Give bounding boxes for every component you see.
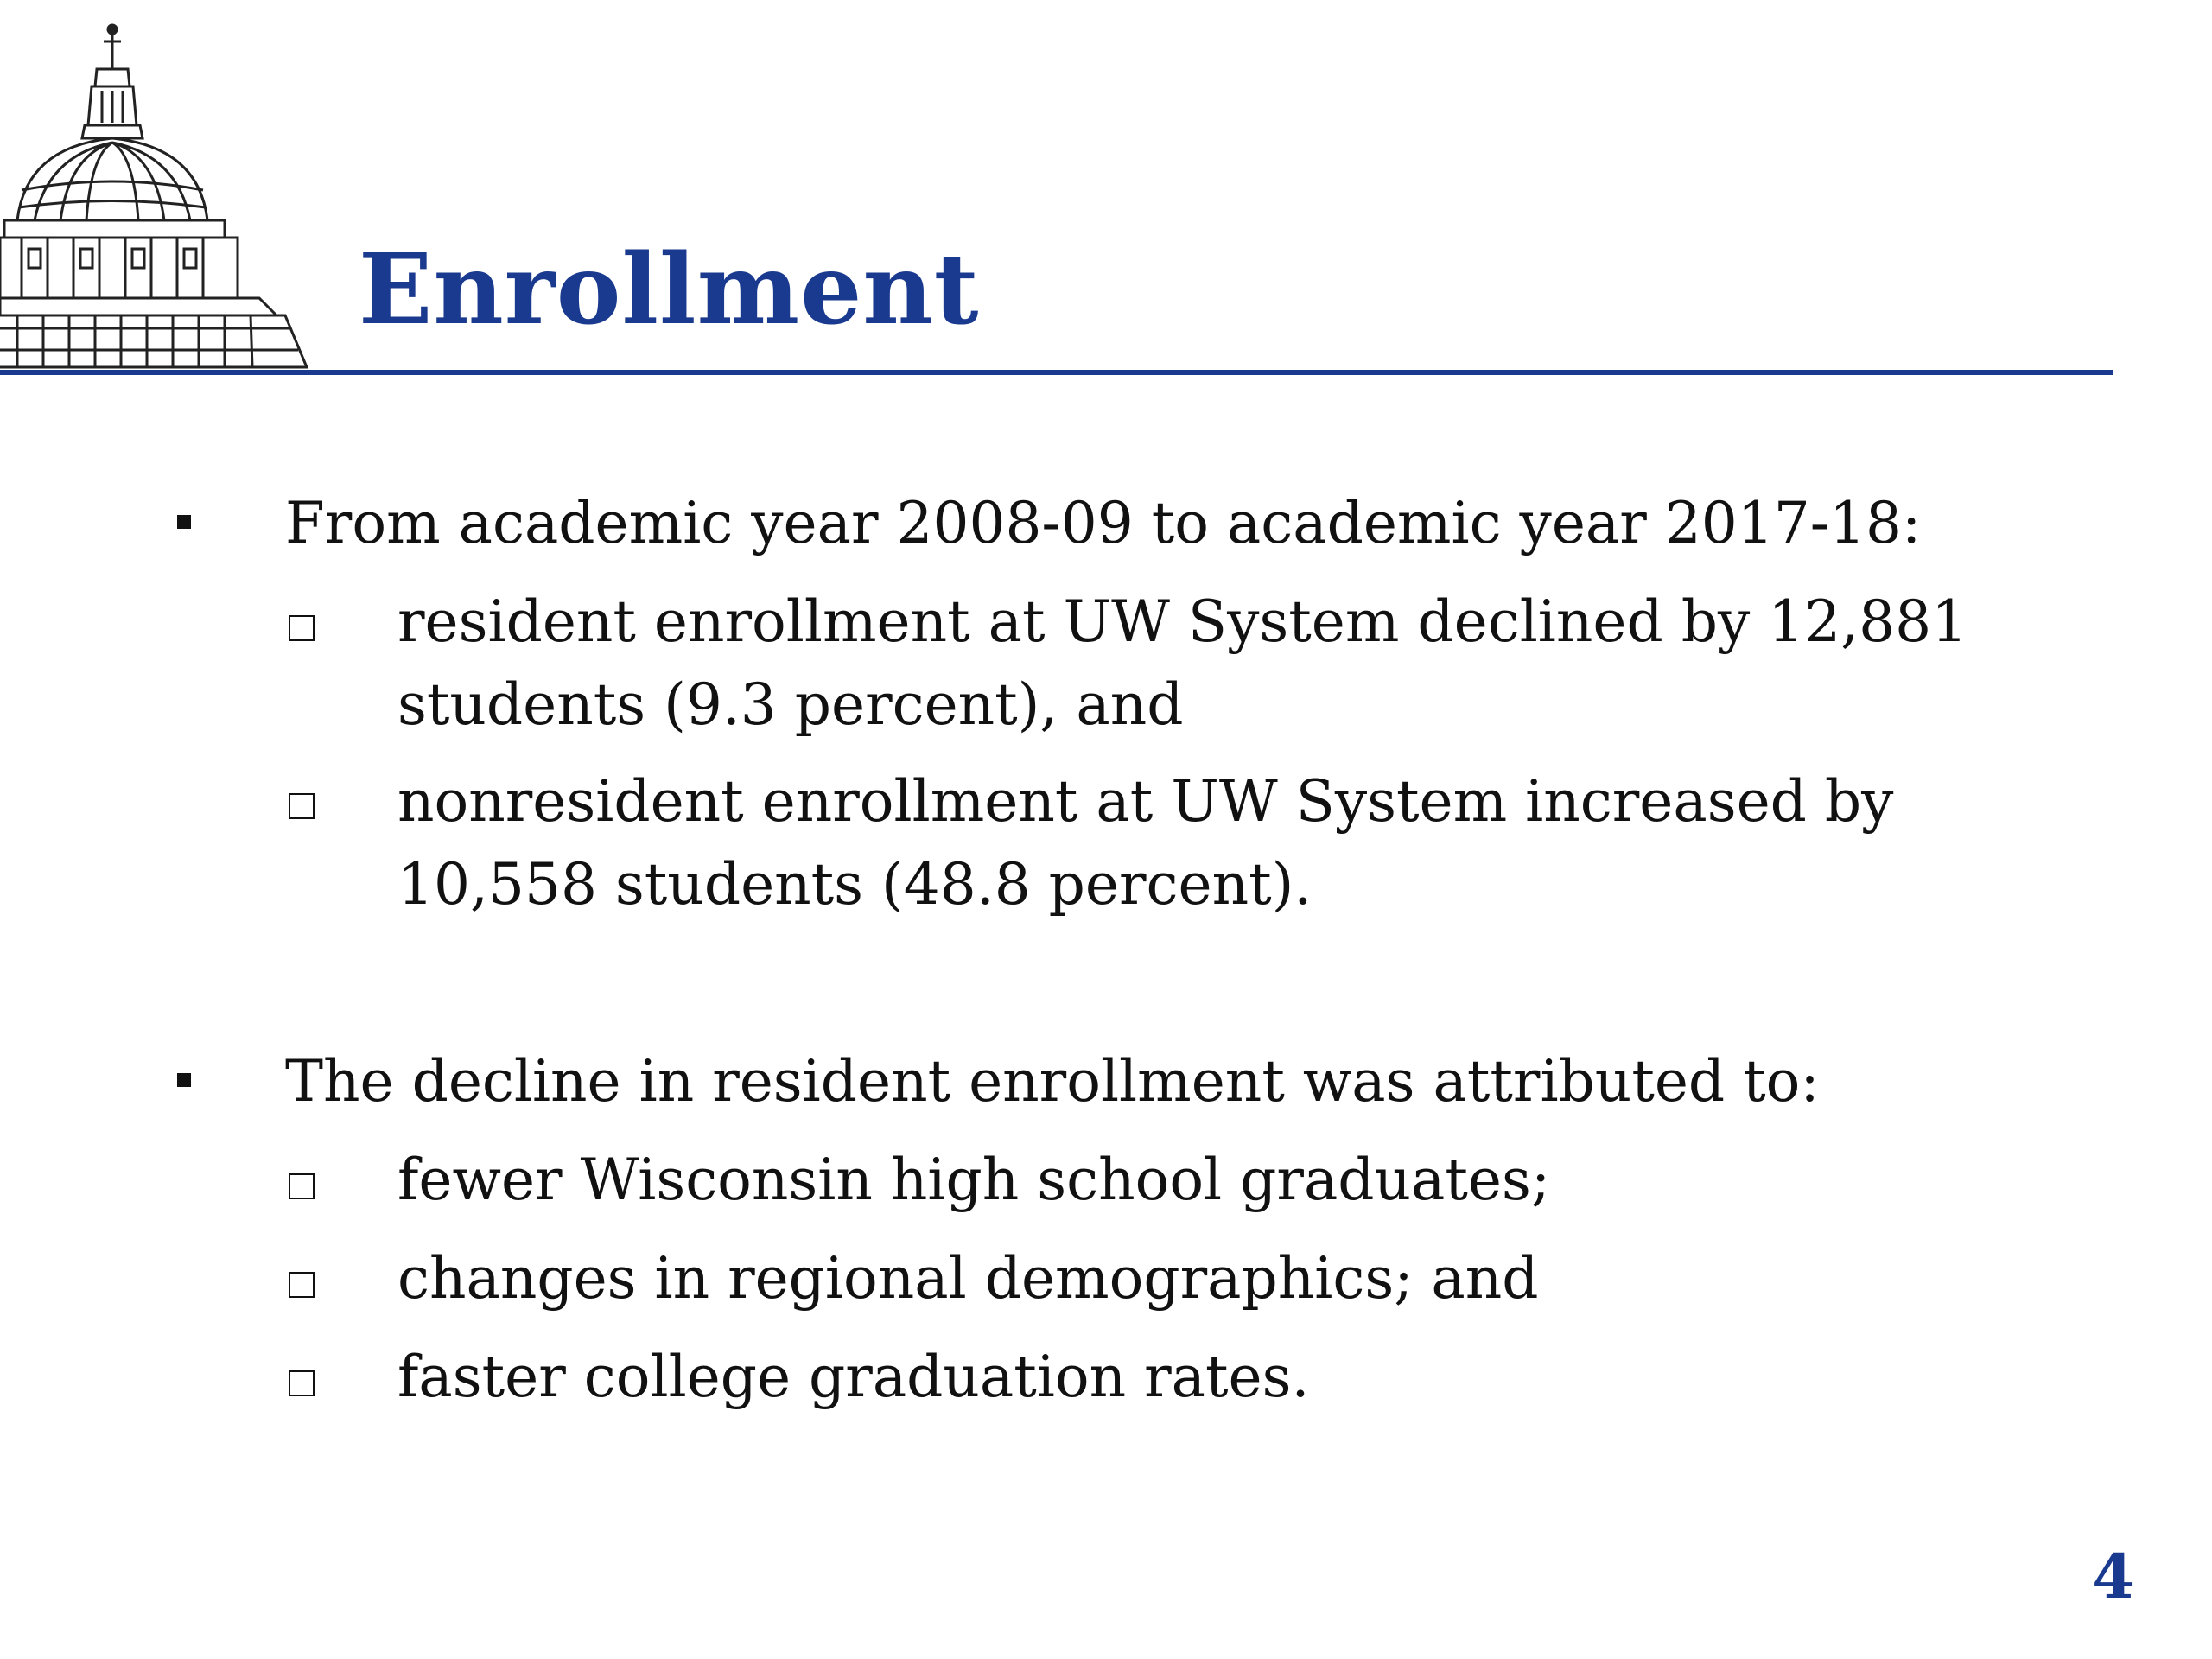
capitol-dome-icon: [0, 17, 311, 372]
hollow-square-bullet-icon: [289, 1173, 315, 1199]
hollow-square-bullet-icon: [289, 1272, 315, 1298]
sub-bullet-text: changes in regional demographics; and: [397, 1245, 1539, 1312]
sub-bullet-text: resident enrollment at UW System declined by 12,881 students (9.3 percent), and: [397, 588, 1968, 738]
square-bullet-icon: [177, 515, 191, 529]
hollow-square-bullet-icon: [289, 615, 315, 641]
sub-bullet-text: fewer Wisconsin high school graduates;: [397, 1147, 1551, 1213]
sub-bullet-text: faster college graduation rates.: [397, 1344, 1310, 1410]
title-divider: [0, 370, 2113, 375]
slide-title: Enrollment: [359, 233, 980, 346]
page-number: 4: [2092, 1541, 2134, 1612]
hollow-square-bullet-icon: [289, 1370, 315, 1396]
square-bullet-icon: [177, 1073, 191, 1087]
sub-bullet-text: nonresident enrollment at UW System increased by 10,558 students (48.8 percent).: [397, 768, 1894, 918]
bullet-heading: From academic year 2008-09 to academic year 2017-18:: [285, 490, 1922, 556]
bullet-heading: The decline in resident enrollment was attributed to:: [285, 1048, 1820, 1115]
hollow-square-bullet-icon: [289, 793, 315, 819]
